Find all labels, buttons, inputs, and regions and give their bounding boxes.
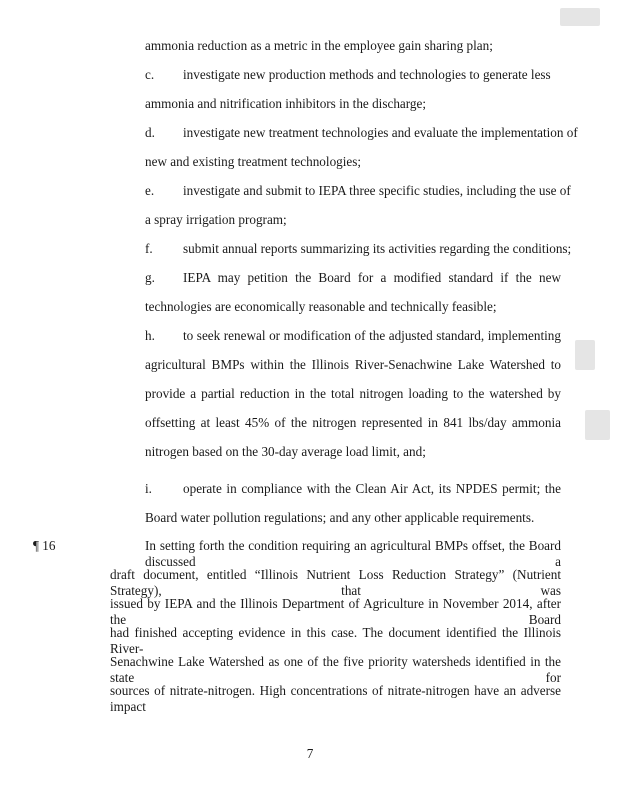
list-line: ammonia reduction as a metric in the employee gain sharing plan; [145, 38, 493, 53]
paragraph-line: Senachwine Lake Watershed as one of the five priority watersheds identified in the state for [110, 654, 561, 685]
list-label: g. [145, 270, 155, 285]
paragraph-line: issued by IEPA and the Illinois Department of Agriculture in November 2014, after the Board [110, 596, 561, 627]
scan-artifact [585, 410, 610, 440]
list-label: i. [145, 481, 152, 496]
list-label: d. [145, 125, 155, 140]
paragraph-number: ¶ 16 [33, 538, 56, 553]
list-line: a spray irrigation program; [145, 212, 287, 227]
list-line: to seek renewal or modification of the adjusted standard, implementing [183, 328, 561, 343]
paragraph-line: In setting forth the condition requiring an agricultural BMPs offset, the Board discussed a [145, 538, 561, 569]
list-line: technologies are economically reasonable and technically feasible; [145, 299, 497, 314]
scan-artifact [560, 8, 600, 26]
paragraph-line: had finished accepting evidence in this case. The document identified the Illinois River- [110, 625, 561, 656]
list-line: Board water pollution regulations; and any other applicable requirements. [145, 510, 535, 525]
list-line: agricultural BMPs within the Illinois River-Senachwine Lake Watershed to [145, 357, 561, 372]
list-line: new and existing treatment technologies; [145, 154, 362, 169]
paragraph-line: sources of nitrate-nitrogen. High concentrations of nitrate-nitrogen have an adverse impact [110, 683, 561, 714]
list-line: investigate new treatment technologies and evaluate the implementation of [183, 125, 578, 140]
list-line: nitrogen based on the 30-day average load limit, and; [145, 444, 426, 459]
list-label: f. [145, 241, 153, 256]
list-line: ammonia and nitrification inhibitors in the discharge; [145, 96, 427, 111]
list-line: provide a partial reduction in the total nitrogen loading to the watershed by [145, 386, 561, 401]
page-number: 7 [306, 746, 314, 761]
list-line: investigate new production methods and technologies to generate less [183, 67, 551, 82]
paragraph-line: draft document, entitled “Illinois Nutrient Loss Reduction Strategy” (Nutrient Strategy), that was [110, 567, 561, 598]
list-label: h. [145, 328, 155, 343]
list-line: investigate and submit to IEPA three specific studies, including the use of [183, 183, 571, 198]
list-line: offsetting at least 45% of the nitrogen represented in 841 lbs/day ammonia [145, 415, 561, 430]
scan-artifact [575, 340, 595, 370]
list-label: e. [145, 183, 155, 198]
list-label: c. [145, 67, 155, 82]
list-line: operate in compliance with the Clean Air Act, its NPDES permit; the [183, 481, 561, 496]
list-line: submit annual reports summarizing its activities regarding the conditions; [183, 241, 572, 256]
list-line: IEPA may petition the Board for a modified standard if the new [183, 270, 561, 285]
